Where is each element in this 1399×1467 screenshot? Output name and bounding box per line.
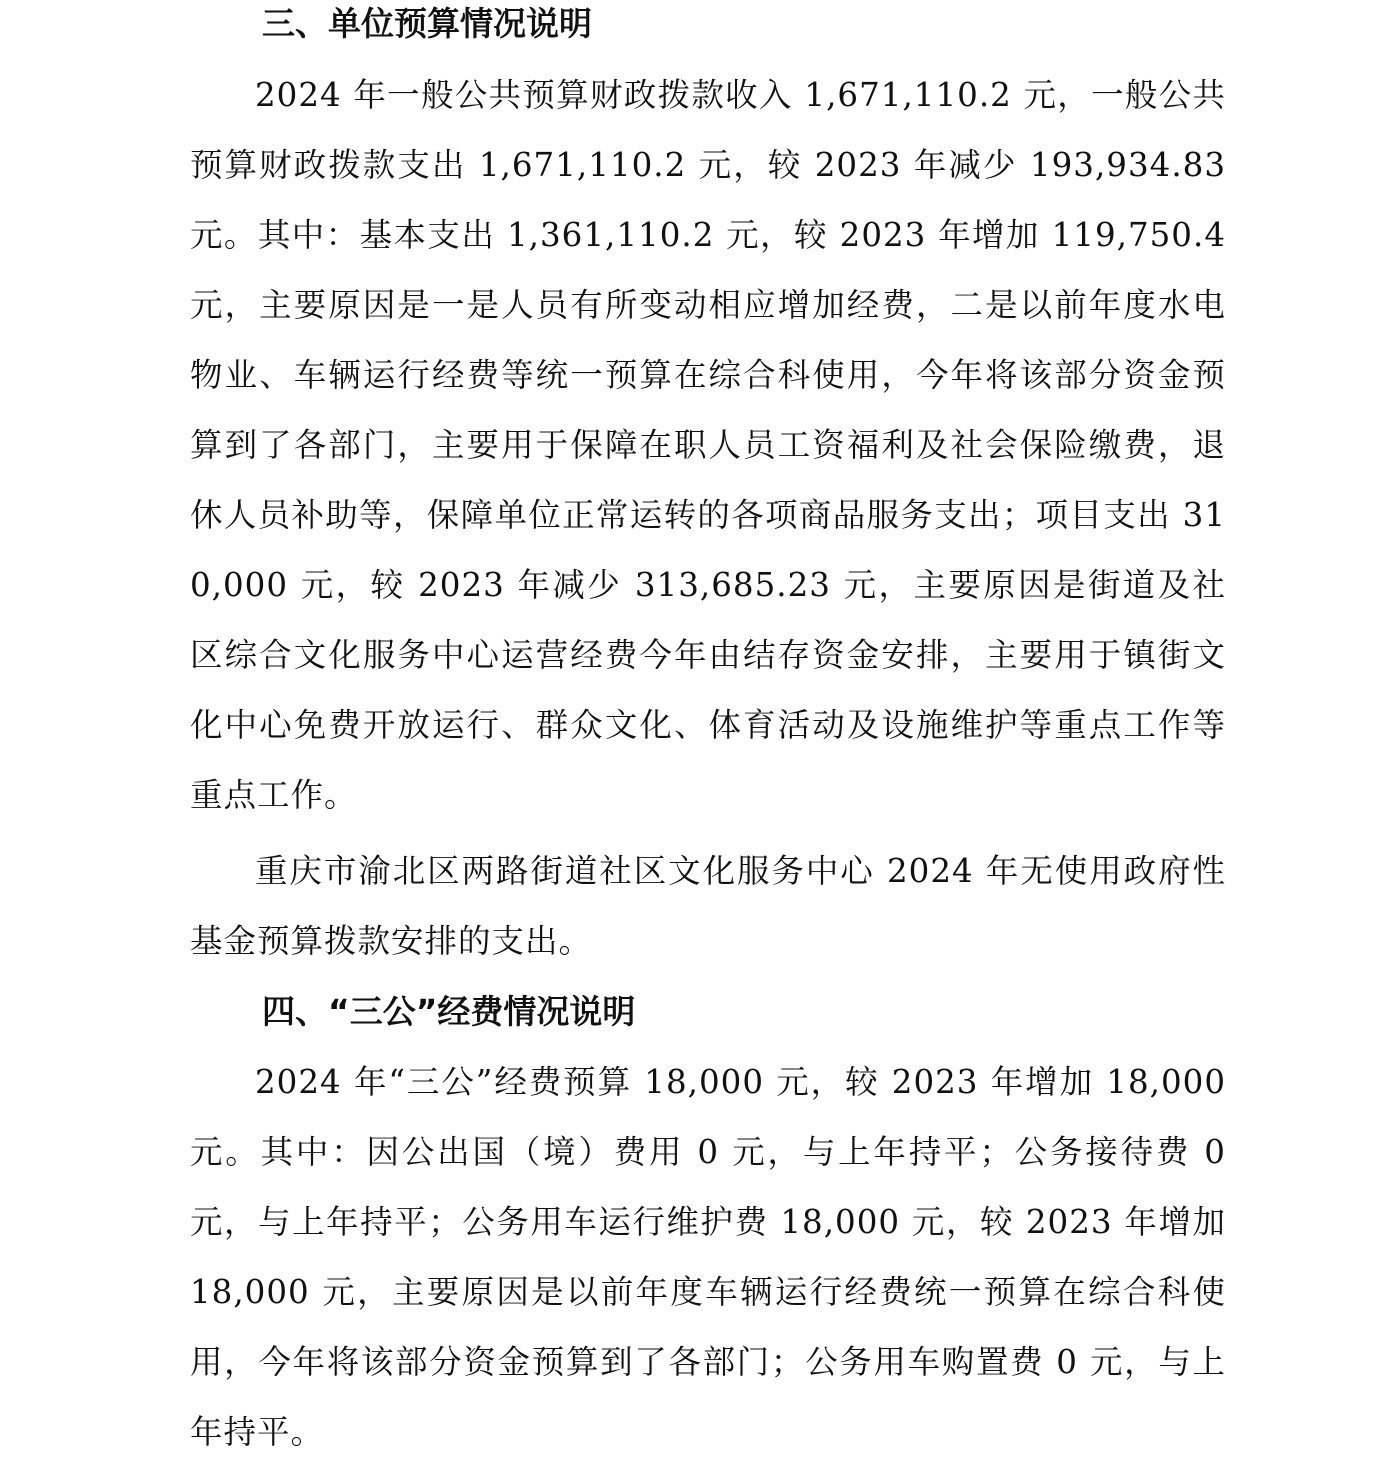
paragraph-budget-income-expenditure: 2024 年一般公共预算财政拨款收入 1,671,110.2 元，一般公共预算财政拨款支出 1,671,110.2 元，较 2023 年减少 193,934.83 元。其中：基本支出 1,361,110.2 元，较 2023 年增加 119,750.4 元，主要原因是一是人员有所变动相应增加经费，二是以前年度水电物业、车辆运行经费等统一预算在综合科使用，今年将该部分资金预算到了各部门，主要用于保障在职人员工资福利及社会保险缴费，退休人员补助等，保障单位正常运转的各项商品服务支出；项目支出 310,000 元，较 2023 年减少 313,685.23 元，主要原因是街道及社区综合文化服务中心运营经费今年由结存资金安排，主要用于镇街文化中心免费开放运行、群众文化、体育活动及设施维护等重点工作等重点工作。 <box>190 76 1226 814</box>
section-heading-three-public-expenses: 四、“三公”经费情况说明 <box>262 992 636 1031</box>
paragraph-three-public-expenses-detail: 2024 年“三公”经费预算 18,000 元，较 2023 年增加 18,000 元。其中：因公出国（境）费用 0 元，与上年持平；公务接待费 0 元，与上年持平；公务用车运行维护费 18,000 元，较 2023 年增加 18,000 元，主要原因是以前年度车辆运行经费统一预算在综合科使用，今年将该部分资金预算到了各部门；公务用车购置费 0 元，与上年持平。 <box>190 1063 1226 1451</box>
section-heading-unit-budget: 三、单位预算情况说明 <box>262 4 592 43</box>
paragraph-government-fund-budget: 重庆市渝北区两路街道社区文化服务中心 2024 年无使用政府性基金预算拨款安排的支出。 <box>190 852 1226 960</box>
